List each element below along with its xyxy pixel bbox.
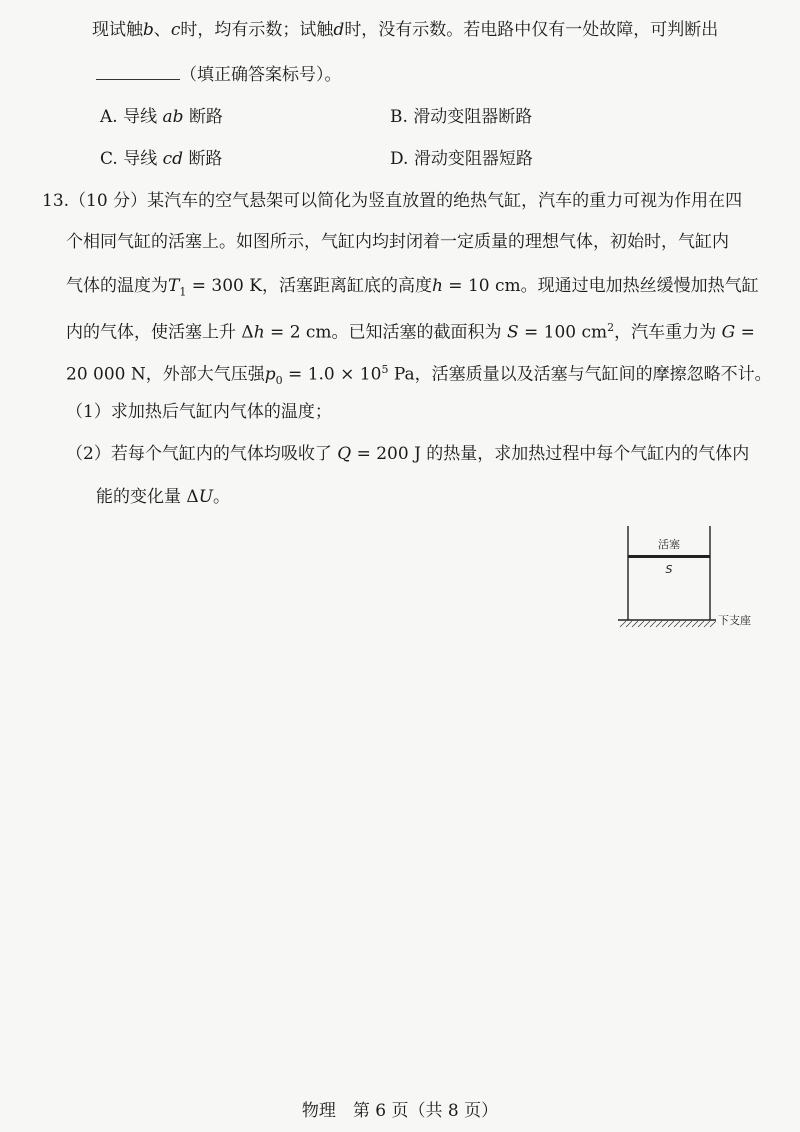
text-span: ，汽车重力为 <box>614 322 717 343</box>
var-Q: Q <box>337 444 352 464</box>
text-span: 时，均有示数；试触 <box>180 20 334 40</box>
option-var: cd <box>162 149 184 169</box>
option-a <box>100 105 223 129</box>
q13-sub1: （1）求加热后气缸内气体的温度； <box>66 402 332 422</box>
cylinder-figure <box>612 520 772 635</box>
q13-line4 <box>66 316 755 345</box>
var-h: h <box>253 322 265 343</box>
base-label: 下支座 <box>718 614 751 627</box>
text-span: 内的气体，使活塞上升 Δ <box>66 322 254 343</box>
var-p: p <box>264 364 276 385</box>
text-span: Pa，活塞质量以及活塞与气缸间的摩擦忽略不计。 <box>388 364 772 385</box>
q13-line3 <box>66 274 759 304</box>
var-h: h <box>431 276 443 296</box>
q13-line2: 个相同气缸的活塞上。如图所示，气缸内均封闭着一定质量的理想气体，初始时，气缸内 <box>66 232 729 252</box>
text-span: = 10 cm。现通过电加热丝缓慢加热气缸 <box>442 276 759 296</box>
var-d: d <box>333 20 345 40</box>
q13-header: 13.（10 分）某汽车的空气悬架可以简化为竖直放置的绝热气缸，汽车的重力可视为作用在四 <box>42 191 743 211</box>
superscript: 2 <box>607 321 615 334</box>
text-span: 能的变化量 Δ <box>96 487 199 507</box>
var-U: U <box>198 487 214 507</box>
text-span: 、 <box>153 20 171 40</box>
text-span: 。 <box>213 487 231 507</box>
q13-sub2 <box>66 442 749 466</box>
text-span: = <box>735 322 755 343</box>
option-b <box>390 105 532 129</box>
text-span: = 1.0 × 10 <box>282 364 382 385</box>
option-c <box>100 147 222 171</box>
var-T: T <box>168 276 180 296</box>
option-label: D. 滑动变阻器短路 <box>390 149 533 169</box>
subscript: 1 <box>179 285 187 299</box>
area-label: S <box>665 563 673 576</box>
option-text: 断路 <box>188 107 223 127</box>
text-span: = 2 cm。已知活塞的截面积为 <box>264 322 502 343</box>
answer-blank[interactable] <box>96 63 180 80</box>
text-span: （2）若每个气缸内的气体均吸收了 <box>66 444 332 464</box>
text-span: = 200 J 的热量，求加热过程中每个气缸内的气体内 <box>351 444 750 464</box>
base-hatching <box>620 621 716 627</box>
option-label: C. 导线 <box>100 149 158 169</box>
q12-line2 <box>96 63 342 87</box>
var-b: b <box>143 20 154 40</box>
var-c: c <box>170 20 181 40</box>
q13-line5 <box>66 358 772 393</box>
page-footer: 物理 第 6 页（共 8 页） <box>301 1101 499 1121</box>
option-label: A. 导线 <box>100 107 158 127</box>
piston-label: 活塞 <box>658 538 680 551</box>
option-var: ab <box>162 107 184 127</box>
text-span: = 100 cm <box>518 322 608 343</box>
text-span: 20 000 N，外部大气压强 <box>66 364 265 385</box>
superscript: 5 <box>381 363 389 376</box>
q13-sub2-line2 <box>96 485 230 509</box>
text-span: 时，没有示数。若电路中仅有一处故障，可判断出 <box>344 20 719 40</box>
q12-line1 <box>92 18 718 42</box>
text-span: 现试触 <box>92 20 143 40</box>
var-S: S <box>506 322 519 343</box>
text-span: 气体的温度为 <box>66 276 168 296</box>
var-G: G <box>721 322 736 343</box>
subscript: 0 <box>275 374 283 388</box>
piston <box>628 555 710 558</box>
option-label: B. 滑动变阻器断路 <box>390 107 533 127</box>
option-d <box>390 147 533 171</box>
text-span: （填正确答案标号）。 <box>180 65 342 85</box>
option-text: 断路 <box>188 149 223 169</box>
text-span: = 300 K，活塞距离缸底的高度 <box>186 276 432 296</box>
